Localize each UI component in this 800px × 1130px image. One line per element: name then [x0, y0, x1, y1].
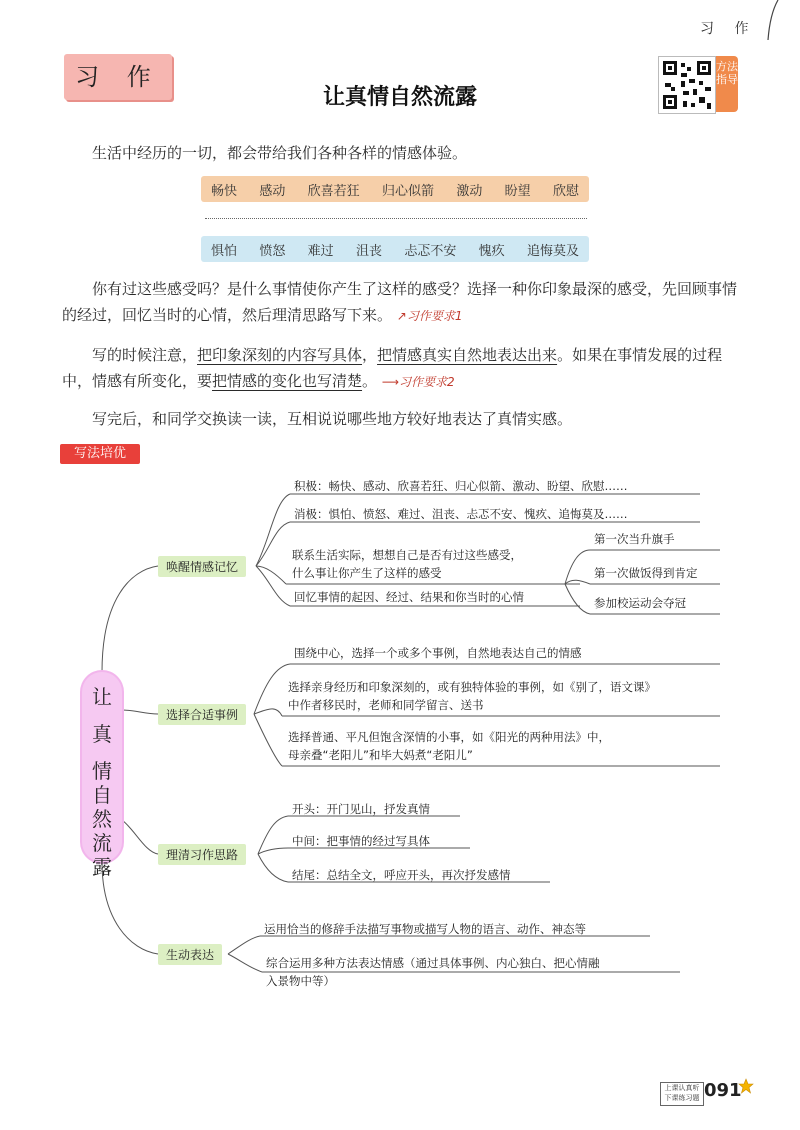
leaf-connect-life	[292, 546, 522, 582]
example-event: 第一次做饭得到肯定	[594, 566, 698, 580]
root-char: 流	[92, 831, 112, 855]
branch-choose-examples: 选择合适事例	[158, 704, 246, 725]
page-number: 091	[704, 1080, 742, 1101]
requirement-paragraph-2	[62, 342, 742, 395]
leaf-line: 母亲叠“老阳儿”和毕大妈煮“老阳儿”	[288, 748, 473, 762]
leaf-line: 选择亲身经历和印象深刻的，或有独特体验的事例，如《别了，语文课》	[288, 680, 656, 694]
mindmap-root	[82, 672, 122, 879]
key-phrase-underlined: 把情感的变化也写清楚	[212, 372, 363, 390]
leaf-ending: 结尾：总结全文，呼应开头，再次抒发感情	[292, 868, 511, 882]
branch-vivid-expression: 生动表达	[158, 944, 222, 965]
requirement-note-2: ⟶习作要求2	[381, 375, 455, 389]
leaf-line: 选择普通、平凡但饱含深情的小事，如《阳光的两种用法》中，	[288, 730, 610, 744]
branch-clarify-structure: 理清习作思路	[158, 844, 246, 865]
negative-emotion-box	[201, 236, 589, 262]
example-event: 第一次当升旗手	[594, 532, 675, 546]
corner-decoration	[748, 0, 800, 40]
paragraph-2-text: 写的时候注意，	[92, 346, 198, 364]
section-badge-label: 习 作	[75, 63, 161, 91]
root-char: 情	[92, 759, 112, 783]
closing-paragraph: 写完后，和同学交换读一读，互相说说哪些地方较好地表达了真情实感。	[92, 410, 573, 428]
example-event: 参加校运动会夺冠	[594, 596, 686, 610]
star-icon	[738, 1078, 754, 1094]
negative-word: 惧怕	[211, 243, 238, 259]
leaf-focus-center: 围绕中心，选择一个或多个事例，自然地表达自己的情感	[294, 646, 582, 660]
leaf-line: 入景物中等）	[266, 974, 335, 988]
positive-emotion-box	[201, 176, 589, 202]
negative-word: 愧疚	[478, 243, 505, 259]
root-char: 然	[92, 807, 112, 831]
root-char: 自	[92, 783, 112, 807]
positive-word: 归心似箭	[381, 183, 434, 199]
positive-word: 欣喜若狂	[307, 183, 360, 199]
leaf-line: 联系生活实际，想想自己是否有过这些感受，	[292, 548, 522, 562]
requirement-paragraph-1	[62, 276, 742, 329]
paragraph-2-text: ，	[362, 346, 378, 364]
leaf-line: 综合运用多种方法表达情感（通过具体事例、内心独白、把心情融	[266, 956, 600, 970]
leaf-positive-emotions: 积极：畅快、感动、欣喜若狂、归心似箭、激动、盼望、欣慰……	[294, 479, 628, 493]
leaf-personal-experience	[288, 678, 656, 714]
dotted-divider	[205, 218, 587, 219]
branch-awaken-memory: 唤醒情感记忆	[158, 556, 246, 577]
negative-word: 沮丧	[355, 243, 382, 259]
negative-word: 忐忑不安	[404, 243, 457, 259]
qr-code-icon[interactable]	[658, 56, 716, 114]
leaf-opening: 开头：开门见山，抒发真情	[292, 802, 430, 816]
negative-word: 追悔莫及	[526, 243, 579, 259]
root-char: 让	[92, 685, 112, 709]
positive-word: 激动	[456, 183, 483, 199]
positive-word: 畅快	[211, 183, 238, 199]
section-header-label: 习 作	[700, 21, 757, 37]
requirement-note-1: ↗习作要求1	[396, 309, 463, 323]
negative-word: 难过	[307, 243, 334, 259]
intro-paragraph: 生活中经历的一切，都会带给我们各种各样的情感体验。	[92, 144, 468, 162]
leaf-multiple-methods	[266, 954, 600, 990]
method-guide-tag[interactable]: 方法指导	[716, 56, 738, 112]
positive-word: 感动	[259, 183, 286, 199]
positive-word: 欣慰	[552, 183, 579, 199]
method-badge: 写法培优	[60, 444, 140, 464]
leaf-rhetoric: 运用恰当的修辞手法描写事物或描写人物的语言、动作、神态等	[264, 922, 586, 936]
paragraph-2-text: 。	[362, 372, 378, 390]
footer-slogan-tag: 上课认真听 下课练习题	[660, 1082, 704, 1106]
paragraph-1-text: 你有过这些感受吗？是什么事情使你产生了这样的感受？选择一种你印象最深的感受，先回顾事情的经过，回忆当时的心情，然后理清思路写下来。	[62, 280, 738, 324]
page-title: 让真情自然流露	[322, 85, 477, 110]
negative-word: 愤怒	[259, 243, 286, 259]
leaf-line: 中作者移民时，老师和同学留言、送书	[288, 698, 484, 712]
leaf-ordinary-things	[288, 728, 610, 764]
leaf-line: 什么事让你产生了这样的感受	[292, 566, 442, 580]
root-char: 真	[92, 722, 112, 746]
leaf-middle: 中间：把事情的经过写具体	[292, 834, 430, 848]
paragraph-2-text: 。如果在事情发展的过程中，情感有所变化，要	[62, 346, 723, 390]
leaf-recall-events: 回忆事情的起因、经过、结果和你当时的心情	[294, 590, 524, 604]
leaf-negative-emotions: 消极：惧怕、愤怒、难过、沮丧、忐忑不安、愧疚、追悔莫及……	[294, 507, 628, 521]
key-phrase-underlined: 把情感真实自然地表达出来	[377, 346, 558, 364]
root-char: 露	[92, 855, 112, 879]
positive-word: 盼望	[504, 183, 531, 199]
key-phrase-underlined: 把印象深刻的内容写具体	[197, 346, 363, 364]
